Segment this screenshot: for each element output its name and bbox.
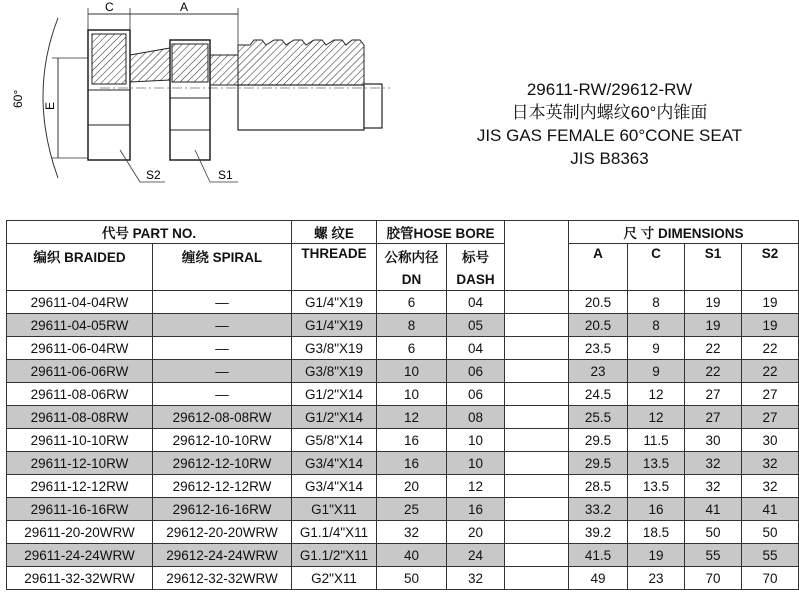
cell-s2: 32 — [742, 452, 799, 475]
header-threade: THREADE — [292, 244, 377, 291]
cell-c: 16 — [628, 498, 685, 521]
header-braided: 编织 BRAIDED — [7, 244, 153, 291]
cell-s1: 22 — [685, 337, 742, 360]
cell-braided: 29611-06-04RW — [7, 337, 153, 360]
cell-s1: 22 — [685, 360, 742, 383]
angle-arc — [43, 18, 58, 178]
cell-gap — [505, 544, 569, 567]
cell-s2: 19 — [742, 314, 799, 337]
cell-thread: G1.1/2"X11 — [292, 544, 377, 567]
cell-c: 11.5 — [628, 429, 685, 452]
cell-dash: 32 — [447, 567, 505, 590]
table-row — [7, 314, 799, 337]
cell-thread: G5/8"X14 — [292, 429, 377, 452]
cell-braided: 29611-24-24WRW — [7, 544, 153, 567]
cell-c: 8 — [628, 314, 685, 337]
cell-dn: 32 — [377, 521, 447, 544]
cell-braided: 29611-06-06RW — [7, 360, 153, 383]
cell-braided: 29611-12-10RW — [7, 452, 153, 475]
header-dash-cn: 标号 — [447, 244, 505, 269]
table-row — [7, 452, 799, 475]
cell-gap — [505, 314, 569, 337]
cell-gap — [505, 475, 569, 498]
cell-spiral: 29612-20-20WRW — [153, 521, 292, 544]
table-row — [7, 406, 799, 429]
cell-braided: 29611-12-12RW — [7, 475, 153, 498]
cell-s1: 41 — [685, 498, 742, 521]
cell-a: 24.5 — [569, 383, 628, 406]
cell-s1: 55 — [685, 544, 742, 567]
chinese-description: 日本英制内螺纹60°内锥面 — [511, 103, 708, 122]
cell-braided: 29611-20-20WRW — [7, 521, 153, 544]
cell-s1: 19 — [685, 314, 742, 337]
cell-braided: 29611-08-06RW — [7, 383, 153, 406]
cell-gap — [505, 291, 569, 314]
s2-label: S2 — [146, 168, 161, 182]
cell-dash: 04 — [447, 337, 505, 360]
cell-s1: 27 — [685, 383, 742, 406]
cell-s2: 32 — [742, 475, 799, 498]
cell-dash: 06 — [447, 383, 505, 406]
table-row — [7, 383, 799, 406]
cell-braided: 29611-04-04RW — [7, 291, 153, 314]
cell-a: 49 — [569, 567, 628, 590]
cell-a: 29.5 — [569, 429, 628, 452]
cell-gap — [505, 360, 569, 383]
cell-spiral: — — [153, 314, 292, 337]
cell-s1: 50 — [685, 521, 742, 544]
table-row — [7, 475, 799, 498]
header-a: A — [569, 244, 628, 291]
spec-table — [6, 220, 799, 590]
cell-gap — [505, 383, 569, 406]
cell-c: 23 — [628, 567, 685, 590]
cell-thread: G3/8"X19 — [292, 337, 377, 360]
cell-gap — [505, 452, 569, 475]
cell-c: 13.5 — [628, 452, 685, 475]
cell-dash: 12 — [447, 475, 505, 498]
cell-c: 18.5 — [628, 521, 685, 544]
standard-code: JIS B8363 — [570, 149, 649, 168]
cell-dash: 05 — [447, 314, 505, 337]
cell-gap — [505, 567, 569, 590]
cell-a: 23.5 — [569, 337, 628, 360]
cell-s2: 22 — [742, 337, 799, 360]
cell-a: 41.5 — [569, 544, 628, 567]
cell-dash: 04 — [447, 291, 505, 314]
cell-thread: G1/4"X19 — [292, 314, 377, 337]
table-row — [7, 521, 799, 544]
cell-braided: 29611-04-05RW — [7, 314, 153, 337]
header-thread-cn: 螺 纹E — [292, 221, 377, 244]
cell-gap — [505, 337, 569, 360]
cell-thread: G3/4"X14 — [292, 475, 377, 498]
cell-s1: 32 — [685, 475, 742, 498]
cell-spiral: 29612-12-10RW — [153, 452, 292, 475]
cell-dash: 10 — [447, 452, 505, 475]
cell-c: 12 — [628, 383, 685, 406]
cell-c: 9 — [628, 360, 685, 383]
cell-thread: G1/2"X14 — [292, 383, 377, 406]
cell-s2: 27 — [742, 383, 799, 406]
cell-dash: 10 — [447, 429, 505, 452]
cell-c: 13.5 — [628, 475, 685, 498]
cell-gap — [505, 429, 569, 452]
cell-s2: 55 — [742, 544, 799, 567]
cell-dn: 50 — [377, 567, 447, 590]
cell-gap — [505, 406, 569, 429]
cell-a: 28.5 — [569, 475, 628, 498]
header-gap-2 — [505, 244, 569, 291]
cell-s2: 27 — [742, 406, 799, 429]
s1-label: S1 — [218, 168, 233, 182]
header-dn: DN — [377, 268, 447, 291]
cell-dash: 08 — [447, 406, 505, 429]
cell-a: 20.5 — [569, 314, 628, 337]
cell-dash: 06 — [447, 360, 505, 383]
table-row — [7, 360, 799, 383]
cell-thread: G3/4"X14 — [292, 452, 377, 475]
cell-dn: 40 — [377, 544, 447, 567]
cell-s2: 30 — [742, 429, 799, 452]
cell-spiral: — — [153, 383, 292, 406]
cell-spiral: 29612-24-24WRW — [153, 544, 292, 567]
cell-dash: 24 — [447, 544, 505, 567]
cell-s1: 27 — [685, 406, 742, 429]
cell-spiral: — — [153, 360, 292, 383]
header-s1: S1 — [685, 244, 742, 291]
cell-c: 19 — [628, 544, 685, 567]
header-dn-cn: 公称内径 — [377, 244, 447, 269]
cell-s2: 41 — [742, 498, 799, 521]
cell-s1: 19 — [685, 291, 742, 314]
cell-s2: 50 — [742, 521, 799, 544]
model-number-title: 29611-RW/29612-RW — [526, 80, 693, 99]
table-row — [7, 337, 799, 360]
cell-dn: 6 — [377, 337, 447, 360]
dim-e-label: E — [43, 101, 57, 110]
cell-spiral: — — [153, 291, 292, 314]
cell-dash: 16 — [447, 498, 505, 521]
cell-spiral: 29612-08-08RW — [153, 406, 292, 429]
cell-spiral: 29612-32-32WRW — [153, 567, 292, 590]
header-hose-bore: 胶管HOSE BORE — [377, 221, 505, 244]
header-part-no: 代号 PART NO. — [7, 221, 292, 244]
cell-thread: G1/4"X19 — [292, 291, 377, 314]
cell-a: 39.2 — [569, 521, 628, 544]
cell-thread: G3/8"X19 — [292, 360, 377, 383]
product-title-block — [420, 78, 799, 170]
angle-label: 60° — [11, 89, 25, 108]
cell-s1: 70 — [685, 567, 742, 590]
cell-spiral: 29612-16-16RW — [153, 498, 292, 521]
header-dash: DASH — [447, 268, 505, 291]
cell-thread: G1.1/4"X11 — [292, 521, 377, 544]
dim-c-label: C — [105, 0, 114, 14]
cell-a: 29.5 — [569, 452, 628, 475]
cell-s2: 19 — [742, 291, 799, 314]
cell-braided: 29611-16-16RW — [7, 498, 153, 521]
cell-dn: 10 — [377, 383, 447, 406]
cell-dn: 16 — [377, 452, 447, 475]
cell-dn: 8 — [377, 314, 447, 337]
cell-dn: 6 — [377, 291, 447, 314]
cell-braided: 29611-32-32WRW — [7, 567, 153, 590]
cell-s2: 22 — [742, 360, 799, 383]
cell-dn: 12 — [377, 406, 447, 429]
header-s2: S2 — [742, 244, 799, 291]
cell-s2: 70 — [742, 567, 799, 590]
table-row — [7, 291, 799, 314]
english-description: JIS GAS FEMALE 60°CONE SEAT — [476, 126, 743, 145]
cell-dn: 16 — [377, 429, 447, 452]
cell-thread: G2"X11 — [292, 567, 377, 590]
dim-a-label: A — [180, 0, 189, 14]
cell-s1: 30 — [685, 429, 742, 452]
cell-thread: G1"X11 — [292, 498, 377, 521]
cell-s1: 32 — [685, 452, 742, 475]
table-row — [7, 498, 799, 521]
cell-spiral: 29612-10-10RW — [153, 429, 292, 452]
cell-a: 25.5 — [569, 406, 628, 429]
cell-a: 23 — [569, 360, 628, 383]
cell-dash: 20 — [447, 521, 505, 544]
cell-a: 20.5 — [569, 291, 628, 314]
cell-dn: 25 — [377, 498, 447, 521]
header-c: C — [628, 244, 685, 291]
cell-gap — [505, 521, 569, 544]
cell-dn: 20 — [377, 475, 447, 498]
table-row — [7, 567, 799, 590]
cell-braided: 29611-10-10RW — [7, 429, 153, 452]
cell-c: 12 — [628, 406, 685, 429]
cell-c: 9 — [628, 337, 685, 360]
header-dimensions: 尺 寸 DIMENSIONS — [569, 221, 799, 244]
cell-spiral: 29612-12-12RW — [153, 475, 292, 498]
table-row — [7, 544, 799, 567]
cell-c: 8 — [628, 291, 685, 314]
table-row — [7, 429, 799, 452]
header-spiral: 缠绕 SPIRAL — [153, 244, 292, 291]
fitting-technical-drawing — [0, 0, 420, 200]
cell-spiral: — — [153, 337, 292, 360]
cell-braided: 29611-08-08RW — [7, 406, 153, 429]
cell-gap — [505, 498, 569, 521]
cell-dn: 10 — [377, 360, 447, 383]
header-gap — [505, 221, 569, 244]
cell-thread: G1/2"X14 — [292, 406, 377, 429]
cell-a: 33.2 — [569, 498, 628, 521]
